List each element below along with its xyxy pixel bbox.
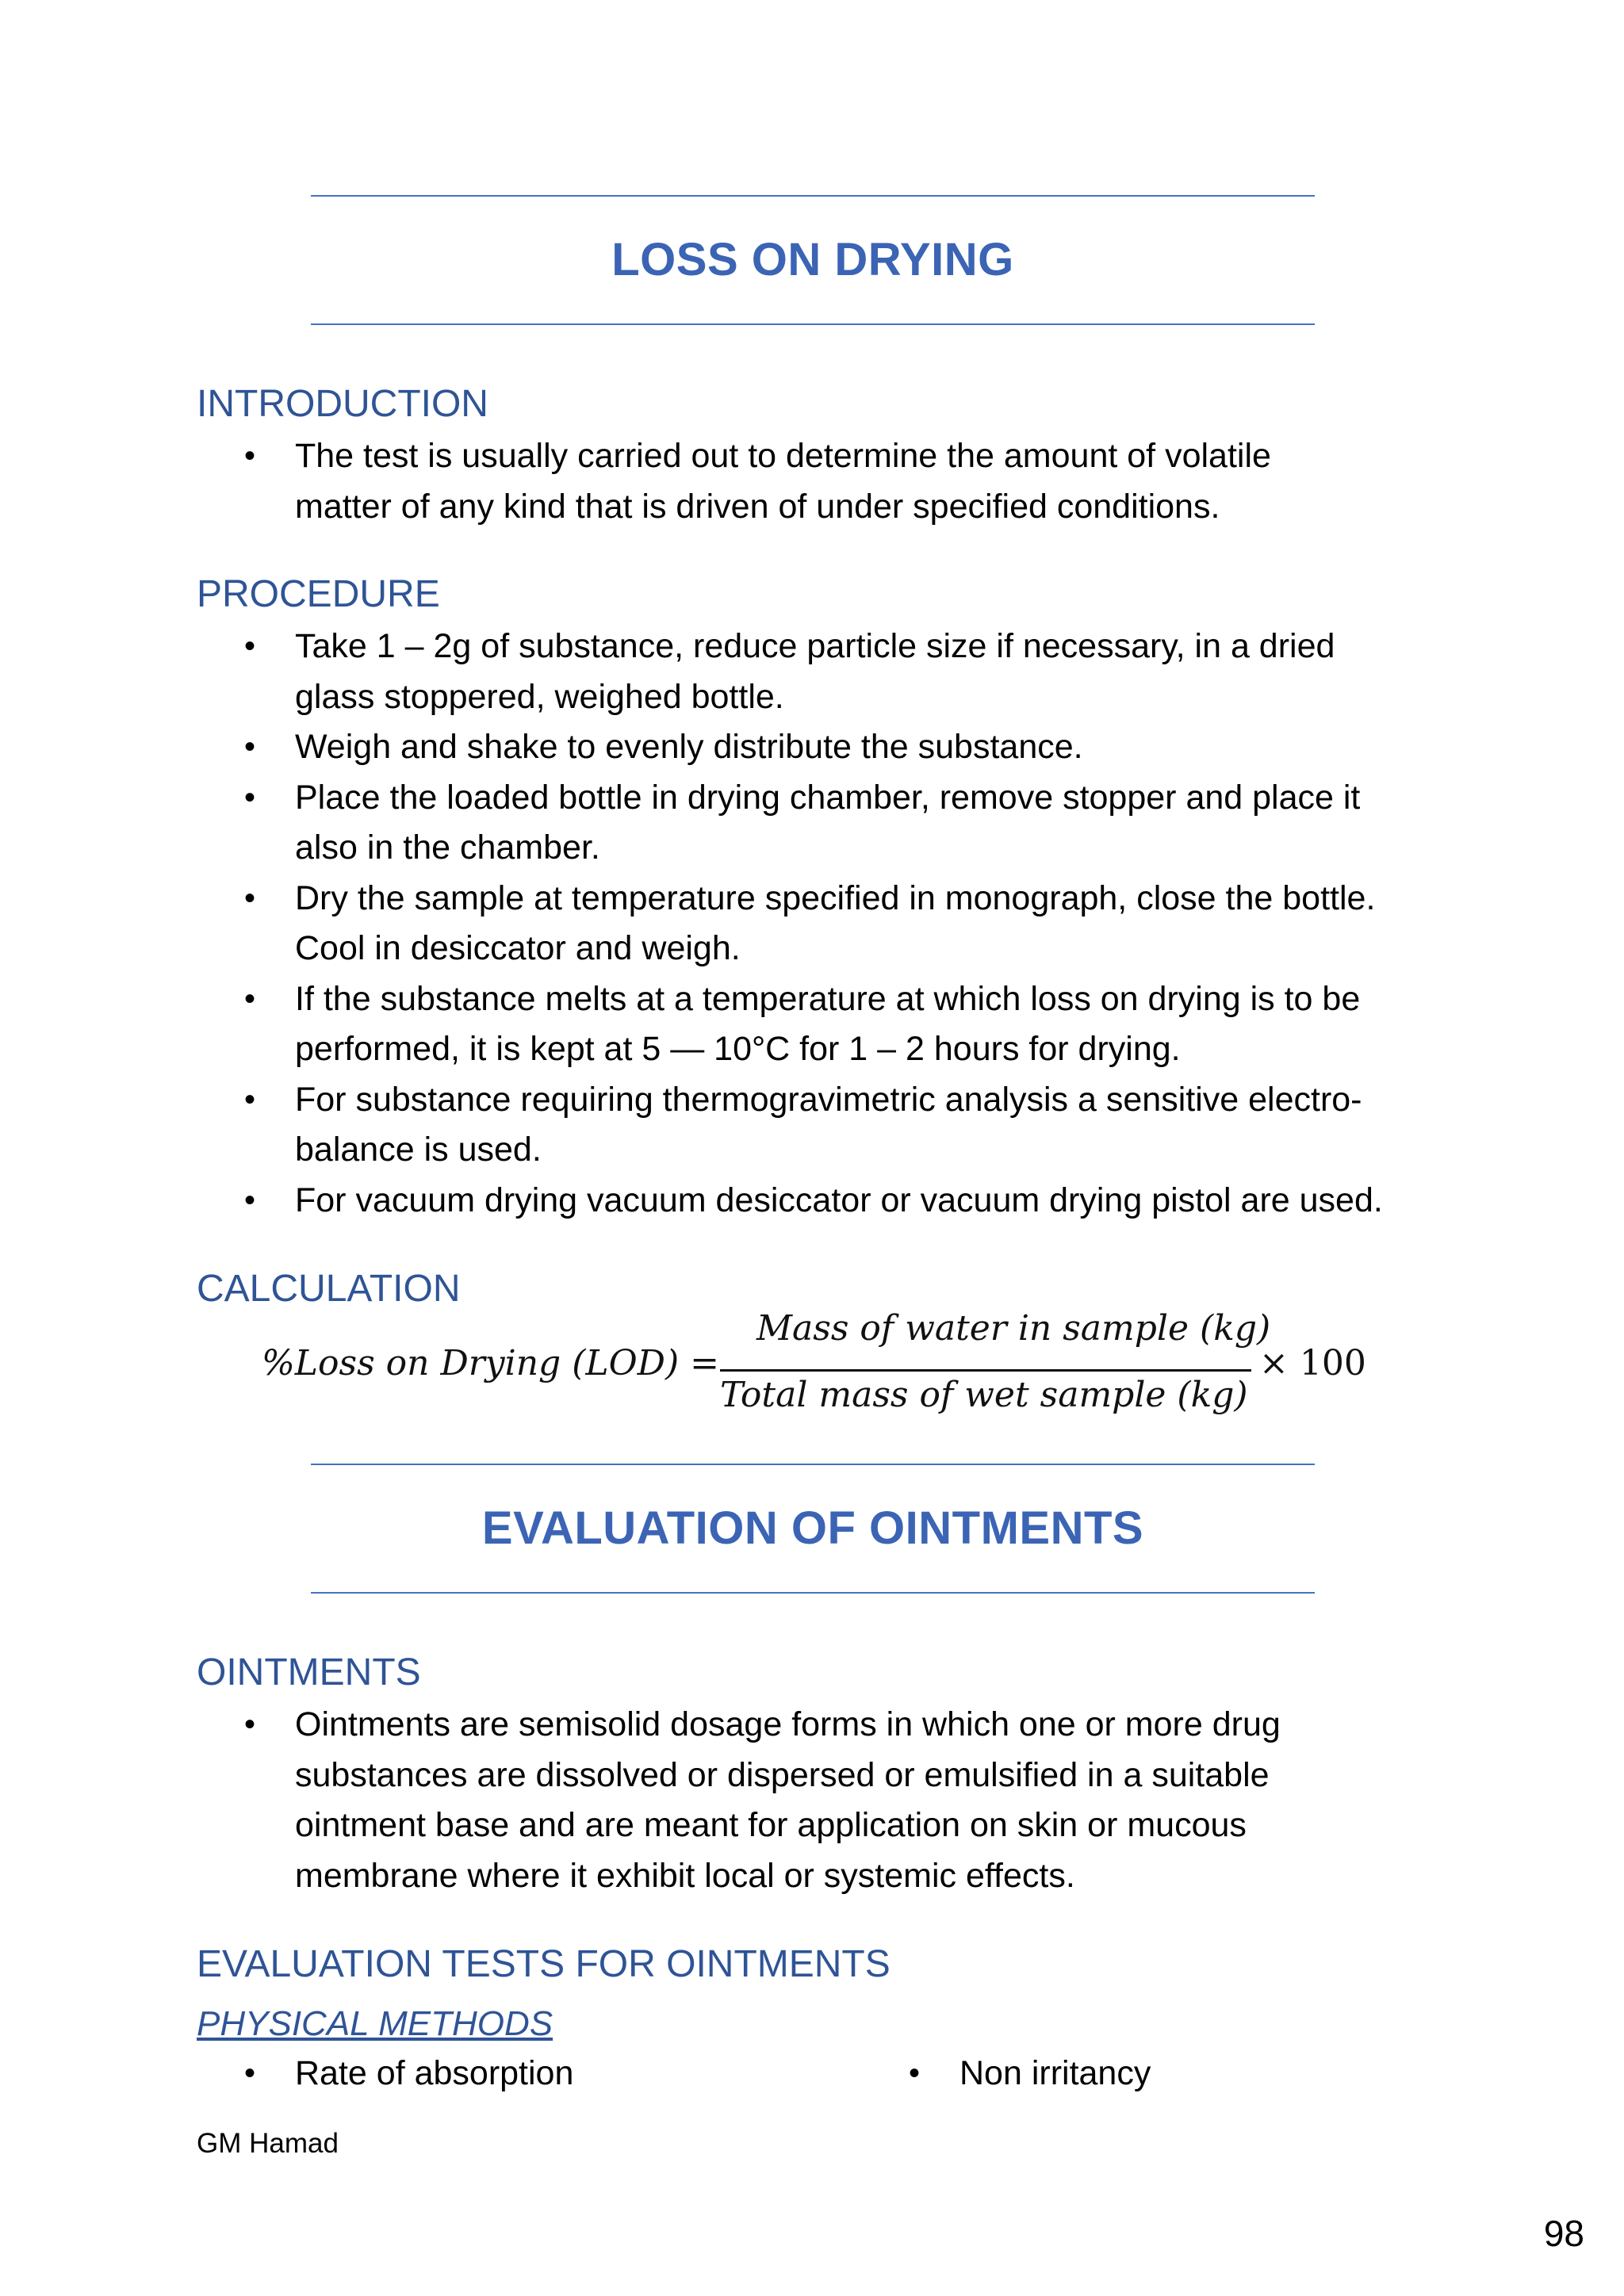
- list-item: [238, 874, 1443, 974]
- page-title-loss-on-drying: LOSS ON DRYING: [611, 234, 1014, 285]
- list-item-line: Cool in desiccator and weigh.: [295, 929, 741, 967]
- list-item: [238, 1075, 1443, 1176]
- list-item: [238, 1700, 1443, 1901]
- list-item-line: glass stoppered, weighed bottle.: [295, 677, 784, 716]
- list-item-line: • Dry the sample at temperature specified in monograph, close the bottle.: [295, 878, 1376, 917]
- heading-ointments: OINTMENTS: [197, 1651, 421, 1693]
- list-item-line: • Rate of absorption: [295, 2054, 574, 2092]
- list-item: [238, 431, 1443, 532]
- page-number: 98: [1543, 2213, 1584, 2254]
- list-item-line: performed, it is kept at 5 — 10°C for 1 – 2 hours for drying.: [295, 1030, 1181, 1068]
- formula-multiplier: × 100: [1259, 1343, 1366, 1383]
- list-item: [238, 2049, 793, 2099]
- formula-lhs: %Loss on Drying (LOD) =: [262, 1343, 719, 1383]
- subheading-physical-methods: PHYSICAL METHODS: [197, 2004, 553, 2043]
- list-item: [238, 1176, 1443, 1226]
- heading-introduction: INTRODUCTION: [197, 383, 488, 425]
- physical-methods-list-right: [902, 2049, 1457, 2099]
- list-item-line: ointment base and are meant for application on skin or mucous: [295, 1806, 1247, 1844]
- page-title-evaluation-of-ointments: EVALUATION OF OINTMENTS: [481, 1502, 1144, 1554]
- list-item-line: • The test is usually carried out to determine the amount of volatile: [295, 437, 1271, 475]
- physical-methods-list-left: [238, 2049, 793, 2099]
- list-item-line: • For substance requiring thermogravimetric analysis a sensitive electro-: [295, 1080, 1362, 1119]
- list-item-line: • If the substance melts at a temperature at which loss on drying is to be: [295, 979, 1361, 1018]
- title-block-evaluation-of-ointments: [311, 1464, 1315, 1594]
- list-item-line: • Weigh and shake to evenly distribute the substance.: [295, 728, 1083, 766]
- formula-numerator: Mass of water in sample (kg): [756, 1308, 1271, 1349]
- heading-evaluation-tests: EVALUATION TESTS FOR OINTMENTS: [197, 1943, 891, 1985]
- list-item-line: balance is used.: [295, 1131, 542, 1169]
- list-item-line: substances are dissolved or dispersed or emulsified in a suitable: [295, 1755, 1270, 1794]
- footer-author: GM Hamad: [197, 2128, 339, 2159]
- fraction-bar: [720, 1369, 1251, 1372]
- lod-formula: [262, 1308, 1372, 1419]
- list-item: [238, 974, 1443, 1075]
- introduction-list: [238, 431, 1443, 532]
- list-item: [902, 2049, 1457, 2099]
- list-item-line: • Place the loaded bottle in drying chamber, remove stopper and place it: [295, 778, 1361, 817]
- list-item-line: • Take 1 – 2g of substance, reduce particle size if necessary, in a dried: [295, 627, 1335, 665]
- heading-calculation: CALCULATION: [197, 1268, 461, 1310]
- list-item-line: membrane where it exhibit local or systemic effects.: [295, 1856, 1075, 1895]
- list-item-line: also in the chamber.: [295, 828, 600, 867]
- list-item-line: • Non irritancy: [959, 2054, 1151, 2092]
- heading-procedure: PROCEDURE: [197, 573, 440, 615]
- list-item-line: • For vacuum drying vacuum desiccator or vacuum drying pistol are used.: [295, 1181, 1383, 1219]
- list-item-line: matter of any kind that is driven of under specified conditions.: [295, 487, 1220, 526]
- list-item: [238, 722, 1443, 773]
- list-item: [238, 622, 1443, 722]
- formula-denominator: Total mass of wet sample (kg): [720, 1375, 1248, 1415]
- title-block-loss-on-drying: [311, 195, 1315, 325]
- procedure-list: [238, 622, 1443, 1226]
- list-item: [238, 773, 1443, 874]
- list-item-line: • Ointments are semisolid dosage forms in which one or more drug: [295, 1705, 1281, 1743]
- ointments-list: [238, 1700, 1443, 1901]
